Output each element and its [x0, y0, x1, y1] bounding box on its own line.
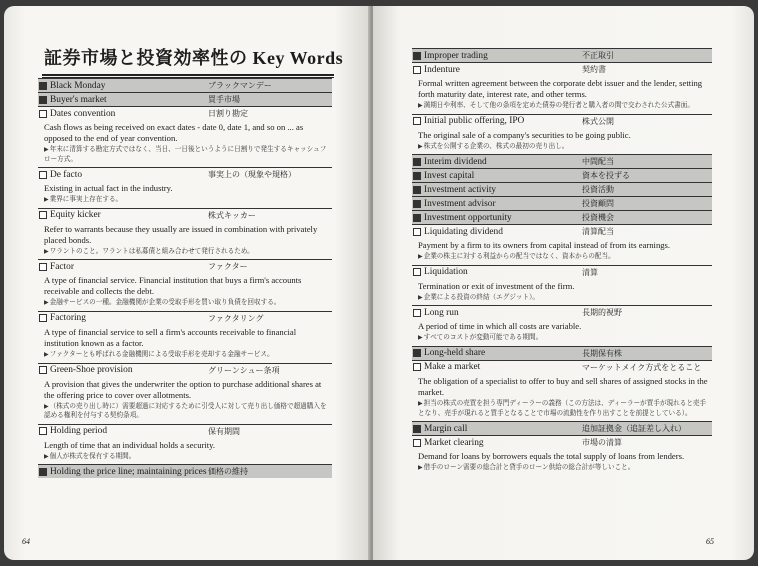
entry-term: Liquidating dividend	[424, 226, 503, 237]
glossary-entry	[412, 62, 712, 114]
glossary-entry	[38, 259, 332, 311]
entry-term: Green-Shoe provision	[50, 365, 133, 376]
note-text: 年末に清算する勘定方式ではなく、当日、一日後というように日割りで発生するキャッシュフロー方式。	[44, 145, 327, 163]
entry-japanese-term: 資本を投ずる	[582, 171, 630, 181]
entry-japanese-term: 長期的視野	[582, 308, 622, 318]
note-text: 企業による投資の終結（エグジット）。	[423, 292, 540, 301]
entry-definition: Length of time that an individual holds a security.	[44, 439, 216, 450]
filled-square-icon	[413, 186, 421, 194]
entry-term: Long run	[424, 307, 459, 318]
entry-heading	[412, 182, 712, 196]
entry-term: Black Monday	[50, 80, 106, 91]
glossary-entry	[38, 424, 332, 465]
note-text: 金融サービスの一種。金融機関が企業の受取手形を買い取り負債を回収する。	[49, 298, 281, 307]
entry-japanese-note	[412, 141, 712, 155]
checkbox-square-icon	[413, 66, 421, 74]
glossary-entry	[38, 92, 332, 106]
note-text: （株式の売り出し時に）需要超過に対応するために引受人に対して売り出し価格で超過購入を認める権利を付与する契約条項。	[44, 401, 327, 420]
entry-heading	[412, 114, 712, 128]
glossary-entry	[38, 106, 332, 167]
triangle-bullet-icon: ▶	[418, 293, 423, 301]
triangle-bullet-icon: ▶	[44, 247, 49, 255]
triangle-bullet-icon: ▶	[44, 350, 49, 358]
entry-japanese-term: グリーンシュー条項	[208, 365, 280, 375]
note-text: ファクターとも呼ばれる金融機関による受取手形を売却する金融サービス。	[49, 349, 274, 358]
filled-square-icon	[39, 96, 47, 104]
entry-term: Holding period	[50, 426, 108, 437]
triangle-bullet-icon: ▶	[418, 253, 423, 261]
entry-heading	[412, 346, 712, 360]
entry-japanese-term: 不正取引	[582, 51, 614, 60]
entry-japanese-term: 買手市場	[208, 95, 240, 104]
page-title: 証券市場と投資効率性の Key Words	[44, 48, 344, 68]
entry-definition: Payment by a firm to its owners from capital instead of from its earnings.	[418, 240, 671, 251]
entry-heading	[412, 421, 712, 435]
checkbox-square-icon	[39, 427, 47, 435]
filled-square-icon	[413, 172, 421, 180]
entry-term: Factoring	[50, 313, 86, 324]
checkbox-square-icon	[413, 117, 421, 125]
entry-japanese-note	[38, 349, 332, 363]
title-rule	[42, 74, 334, 76]
triangle-bullet-icon: ▶	[44, 146, 49, 153]
glossary-entry	[38, 464, 332, 478]
entry-definition: Demand for loans by borrowers equals the total supply of loans from lenders.	[418, 451, 685, 462]
entry-term: Factor	[50, 261, 74, 272]
checkbox-square-icon	[413, 439, 421, 447]
entry-heading	[412, 360, 712, 374]
left-glossary-list	[38, 78, 332, 478]
entry-japanese-term: 保有期間	[208, 426, 240, 436]
entry-japanese-note	[38, 246, 332, 260]
entry-japanese-term: 株式公開	[582, 116, 614, 126]
entry-japanese-term: 清算配当	[582, 227, 614, 237]
entry-term: Improper trading	[424, 50, 488, 61]
triangle-bullet-icon: ▶	[418, 464, 423, 472]
entry-definition: A type of financial service to sell a firm's accounts receivable to financial institution known as a factor.	[44, 326, 297, 348]
entry-heading	[412, 62, 712, 76]
glossary-entry	[412, 305, 712, 346]
filled-square-icon	[413, 349, 421, 357]
filled-square-icon	[39, 468, 47, 476]
note-text: 企業の株主に対する利益からの配当ではなく、資本からの配当。	[423, 252, 615, 261]
triangle-bullet-icon: ▶	[44, 196, 49, 204]
entry-japanese-term: 日割り勘定	[208, 109, 248, 118]
entry-term: Holding the price line; maintaining prices	[50, 466, 207, 477]
entry-japanese-term: 長期保有株	[582, 348, 622, 358]
filled-square-icon	[413, 158, 421, 166]
entry-term: Buyer's market	[50, 94, 107, 105]
checkbox-square-icon	[39, 314, 47, 322]
checkbox-square-icon	[413, 268, 421, 276]
glossary-entry	[38, 208, 332, 260]
entry-definition: Formal written agreement between the corporate debt issuer and the lender, setting forth maturity date, interest rate, and other terms.	[418, 78, 703, 99]
glossary-entry	[38, 167, 332, 208]
entry-japanese-term: 株式キッカー	[208, 210, 256, 220]
entry-heading	[38, 311, 332, 325]
entry-japanese-note	[38, 144, 332, 167]
entry-japanese-term: 投資顧問	[582, 199, 614, 209]
checkbox-square-icon	[39, 211, 47, 219]
entry-definition: A type of financial service. Financial institution that buys a firm's accounts receivable and collects the debt.	[44, 275, 302, 297]
entry-term: Market clearing	[424, 437, 484, 448]
triangle-bullet-icon: ▶	[44, 452, 49, 460]
checkbox-square-icon	[39, 171, 47, 179]
glossary-entry	[412, 196, 712, 210]
entry-japanese-note	[412, 292, 712, 306]
filled-square-icon	[413, 425, 421, 433]
glossary-entry	[38, 311, 332, 363]
entry-definition: Cash flows as being received on exact dates - date 0, date 1, and so on ... as opposed to the end of year convention.	[44, 122, 304, 143]
entry-heading	[38, 259, 332, 273]
entry-japanese-term: 追加証拠金（追証差し入れ）	[582, 424, 686, 434]
entry-heading	[38, 167, 332, 181]
entry-japanese-term: ブラックマンデー	[208, 81, 272, 90]
triangle-bullet-icon: ▶	[418, 334, 423, 342]
glossary-entry	[412, 210, 712, 224]
entry-term: Interim dividend	[424, 156, 487, 167]
filled-square-icon	[413, 214, 421, 222]
note-text: 担当の株式の売買を担う専門ディーラーの義務（この方法は、ディーラーが買手が現れると売手となり、売手が現れると買手となることで市場の流動性を作り出すことを前提としている）。	[418, 398, 707, 417]
note-text: 株式を公開する企業の、株式の最初の売り出し。	[423, 141, 569, 150]
page-number-right: 65	[706, 537, 714, 546]
entry-term: Investment advisor	[424, 198, 496, 209]
entry-term: Invest capital	[424, 170, 475, 181]
entry-japanese-note	[412, 100, 712, 114]
note-text: 業界に事実上存在する。	[49, 195, 123, 204]
entry-heading	[38, 106, 332, 120]
entry-heading	[412, 168, 712, 182]
entry-heading	[38, 424, 332, 438]
glossary-entry	[412, 224, 712, 265]
entry-heading	[412, 196, 712, 210]
glossary-entry	[412, 346, 712, 360]
entry-heading	[412, 435, 712, 449]
entry-definition: Existing in actual fact in the industry.	[44, 183, 173, 194]
entry-term: Indenture	[424, 64, 460, 75]
entry-japanese-note	[38, 297, 332, 311]
entry-japanese-term: ファクター	[208, 262, 248, 272]
note-text: 借手のローン需要の総合計と貸手のローン供給の総合計が等しいこと。	[423, 463, 635, 472]
entry-japanese-term: 中間配当	[582, 157, 614, 167]
entry-heading	[412, 210, 712, 224]
checkbox-square-icon	[39, 366, 47, 374]
triangle-bullet-icon: ▶	[418, 399, 423, 407]
checkbox-square-icon	[39, 110, 47, 118]
entry-term: Initial public offering, IPO	[424, 116, 525, 127]
right-glossary-list	[412, 48, 712, 476]
entry-heading	[38, 78, 332, 92]
entry-definition: The obligation of a specialist to offer to buy and sell shares of assigned stocks in the market.	[418, 375, 708, 397]
entry-japanese-note	[412, 462, 712, 476]
glossary-entry	[412, 114, 712, 155]
glossary-entry	[412, 421, 712, 435]
entry-japanese-note	[412, 332, 712, 346]
entry-heading	[412, 48, 712, 62]
entry-japanese-term: 市場の清算	[582, 438, 622, 448]
page-number-left: 64	[22, 537, 30, 546]
triangle-bullet-icon: ▶	[418, 102, 423, 109]
entry-definition: A period of time in which all costs are variable.	[418, 321, 582, 332]
entry-japanese-term: 価格の維持	[208, 467, 248, 477]
checkbox-square-icon	[39, 263, 47, 271]
entry-japanese-term: マーケットメイク方式をとること	[582, 362, 702, 372]
glossary-entry	[412, 48, 712, 62]
entry-japanese-term: 契約書	[582, 65, 606, 74]
entry-heading	[412, 224, 712, 238]
glossary-entry	[412, 154, 712, 168]
entry-heading	[38, 92, 332, 106]
entry-japanese-note	[412, 398, 712, 421]
glossary-entry	[412, 168, 712, 182]
entry-term: Investment opportunity	[424, 212, 512, 223]
filled-square-icon	[413, 200, 421, 208]
triangle-bullet-icon: ▶	[418, 142, 423, 150]
entry-heading	[38, 464, 332, 478]
entry-term: Margin call	[424, 423, 468, 434]
glossary-entry	[412, 182, 712, 196]
glossary-entry	[38, 363, 332, 424]
entry-definition: A provision that gives the underwriter the option to purchase additional shares at the offering price to cover over allotments.	[44, 378, 322, 400]
note-text: 満期日や利率、そして他の条項を定めた債券の発行者と購入者の間で交わされた公式書面。	[423, 101, 694, 109]
entry-definition: Refer to warrants because they usually are issued in combination with privately placed bonds.	[44, 223, 318, 245]
entry-japanese-term: 投資機会	[582, 213, 614, 223]
entry-term: Make a market	[424, 362, 481, 373]
note-text: ワラントのこと。ワラントは私募債と組み合わせて発行されるため。	[49, 246, 254, 255]
entry-japanese-term: 事実上の（現象や規格）	[208, 170, 296, 180]
filled-square-icon	[413, 52, 421, 60]
entry-term: Equity kicker	[50, 210, 101, 221]
entry-term: De facto	[50, 169, 83, 180]
entry-japanese-note	[38, 401, 332, 424]
note-text: 個人が株式を保有する期間。	[49, 451, 136, 460]
entry-heading	[412, 154, 712, 168]
entry-definition: Termination or exit of investment of the firm.	[418, 280, 575, 291]
entry-term: Long-held share	[424, 348, 486, 359]
checkbox-square-icon	[413, 309, 421, 317]
filled-square-icon	[39, 82, 47, 90]
note-text: すべてのコストが変動可能である期間。	[423, 333, 543, 342]
entry-definition: The original sale of a company's securities to be going public.	[418, 129, 631, 140]
entry-term: Dates convention	[50, 108, 116, 119]
checkbox-square-icon	[413, 363, 421, 371]
triangle-bullet-icon: ▶	[44, 402, 49, 410]
entry-japanese-term: 清算	[582, 267, 598, 277]
entry-heading	[412, 265, 712, 279]
triangle-bullet-icon: ▶	[44, 299, 49, 307]
entry-japanese-note	[38, 194, 332, 208]
entry-heading	[38, 363, 332, 377]
entry-japanese-term: 投資活動	[582, 185, 614, 195]
entry-heading	[412, 305, 712, 319]
entry-japanese-note	[38, 451, 332, 465]
glossary-entry	[412, 360, 712, 421]
entry-japanese-term: ファクタリング	[208, 313, 264, 323]
entry-term: Investment activity	[424, 184, 497, 195]
glossary-entry	[38, 78, 332, 92]
entry-term: Liquidation	[424, 267, 468, 278]
entry-japanese-note	[412, 251, 712, 265]
glossary-entry	[412, 435, 712, 476]
checkbox-square-icon	[413, 228, 421, 236]
entry-heading	[38, 208, 332, 222]
glossary-entry	[412, 265, 712, 306]
